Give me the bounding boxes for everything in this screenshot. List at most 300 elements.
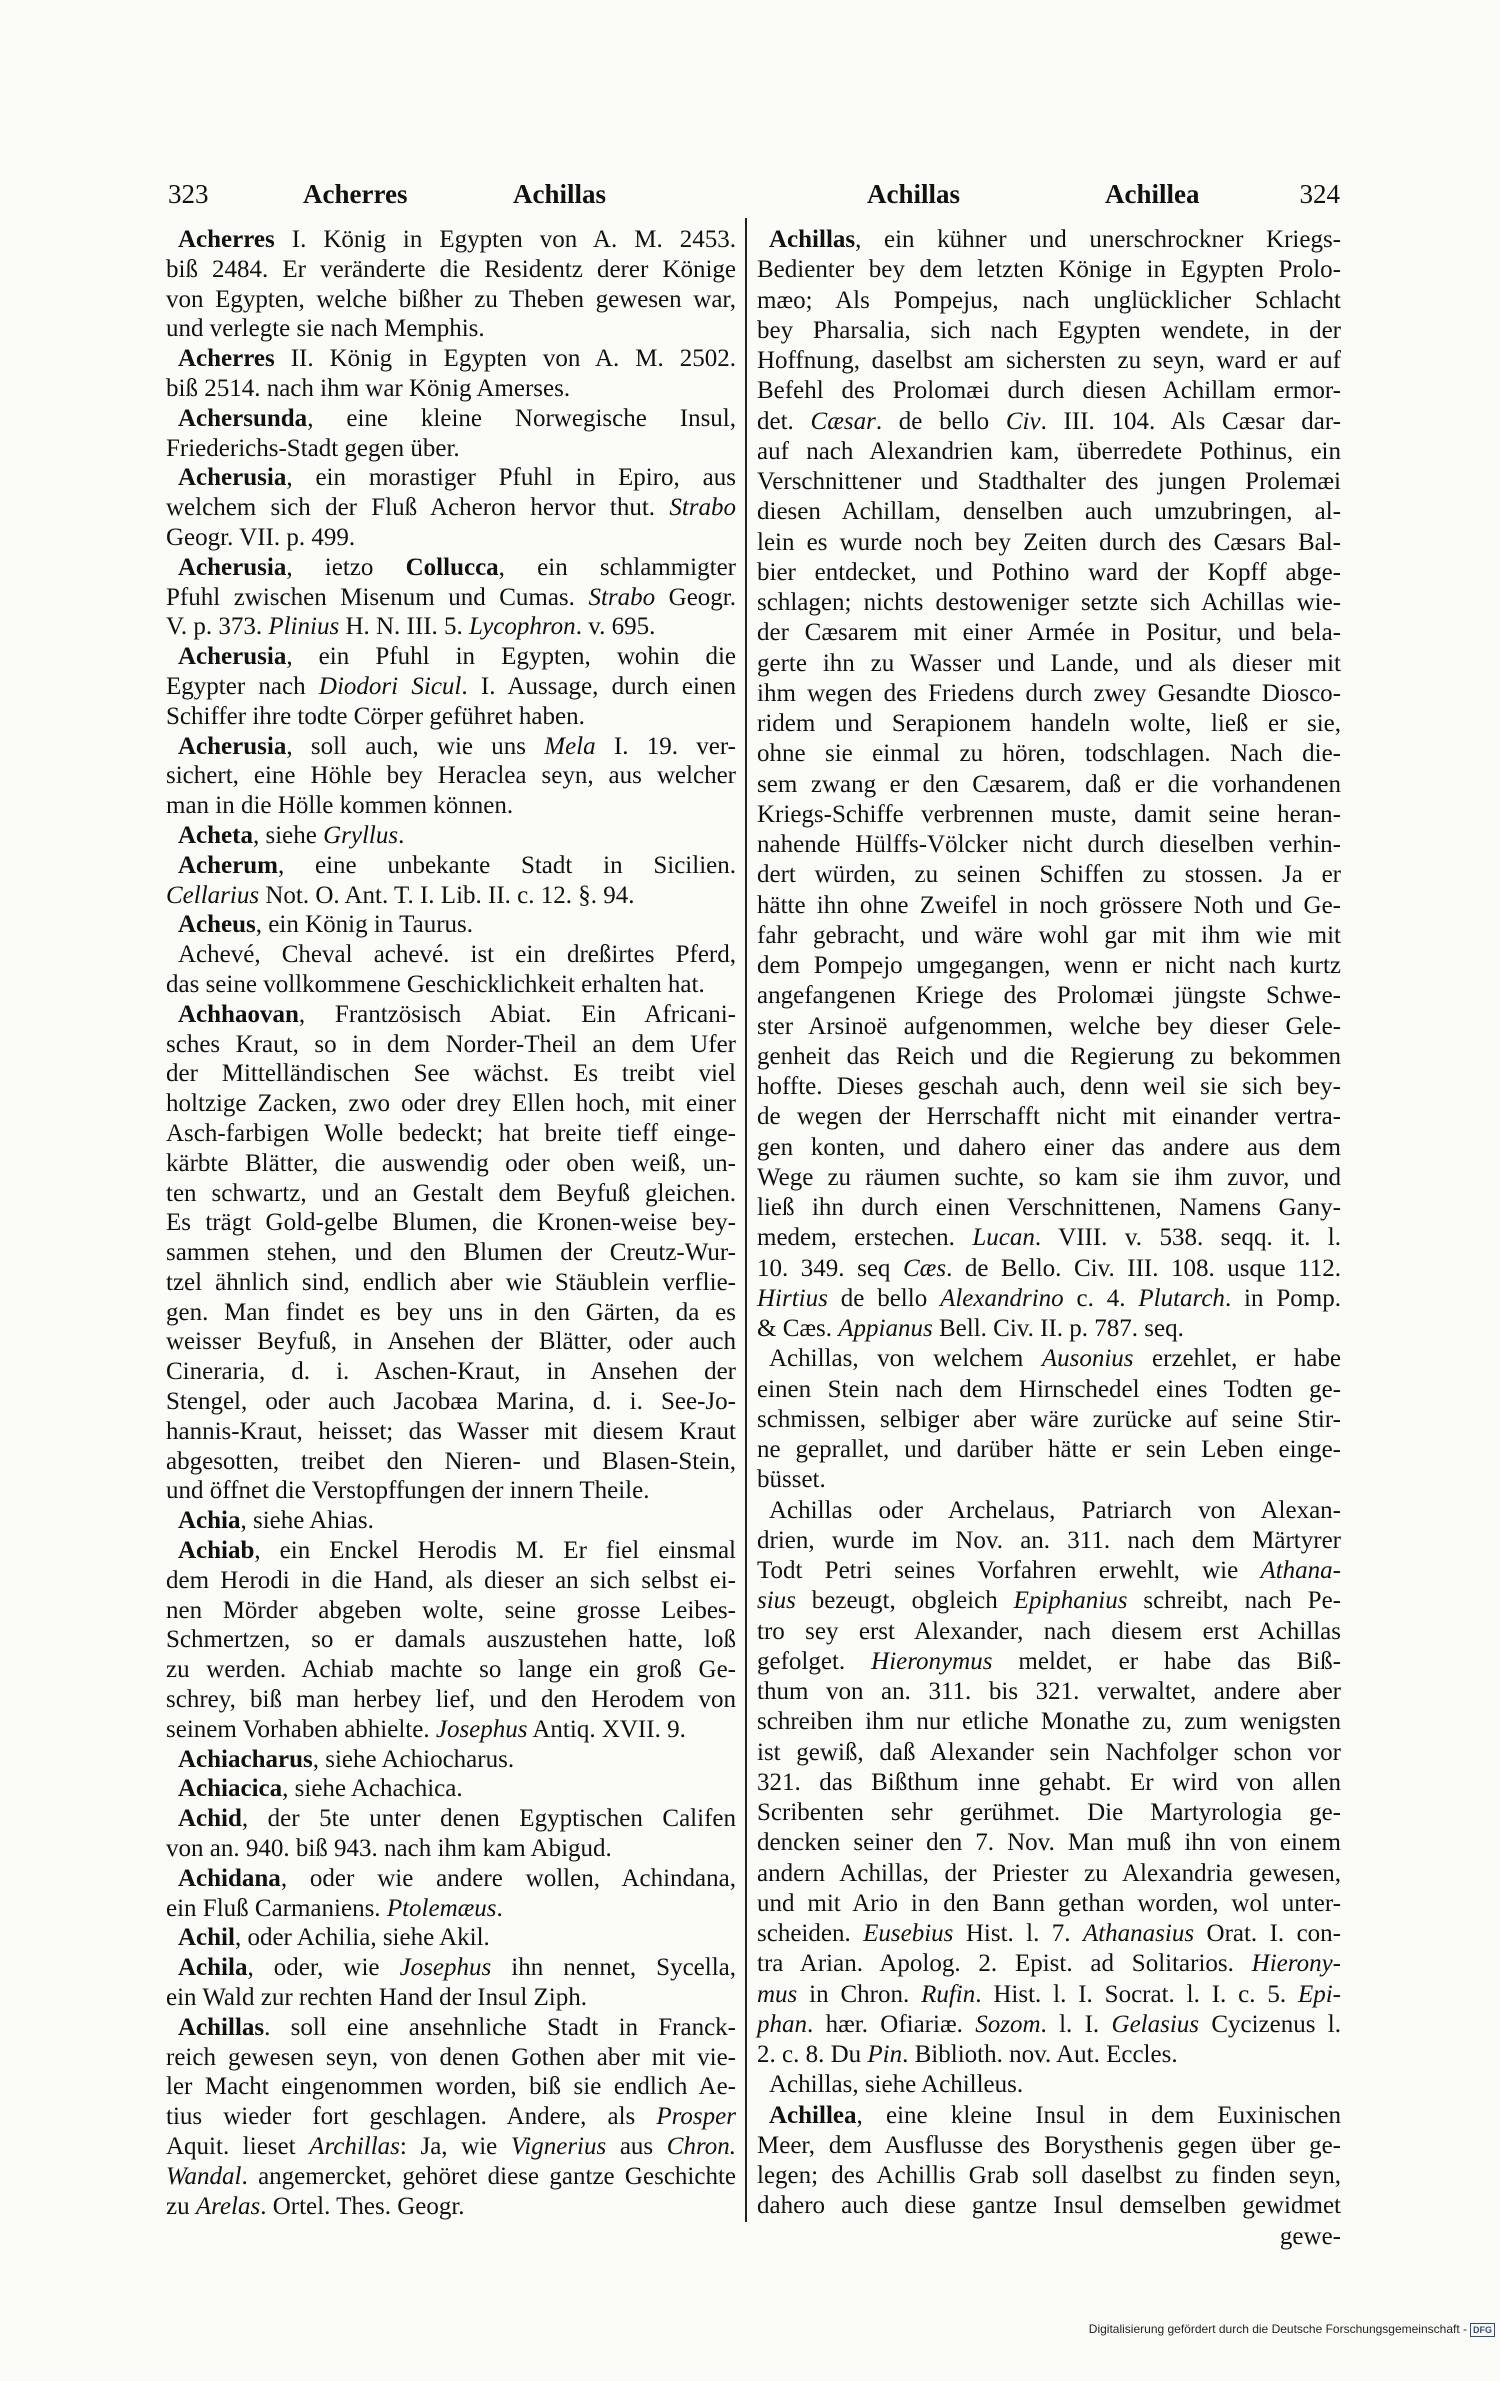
text-line	[757, 921, 1341, 951]
text-line	[166, 1387, 736, 1417]
text-run: ihm wegen des Friedens durch zwey Gesandte Diosco-	[757, 679, 1341, 707]
text-line	[166, 1864, 736, 1894]
text-line	[757, 981, 1341, 1011]
text-run: tro sey erst Alexander, nach diesem erst Achillas	[757, 1617, 1341, 1645]
citation-italic: Athana-	[1260, 1557, 1341, 1584]
lexicon-entry	[166, 1953, 736, 2013]
text-run: Befehl des Prolomæi durch diesen Achillam ermor-	[757, 377, 1341, 405]
text-line	[757, 588, 1341, 618]
citation-italic: Archillas	[309, 2133, 400, 2160]
lexicon-entry	[757, 2101, 1341, 2222]
running-head-left-first: Acherres	[303, 179, 408, 209]
text-line	[757, 346, 1341, 376]
text-run: , eine kleine Insul in dem Euxinischen	[856, 2101, 1341, 2129]
text-line	[757, 528, 1341, 558]
text-line	[757, 1889, 1341, 1919]
text-line	[166, 1059, 736, 1089]
text-run: . III. 104. Als Cæsar dar-	[1040, 407, 1341, 435]
text-line	[166, 2162, 736, 2192]
text-line	[757, 891, 1341, 921]
text-run: , siehe	[252, 821, 324, 849]
text-line	[757, 1768, 1341, 1798]
text-run: Achevé, Cheval achevé. ist ein dreßirtes Pferd,	[178, 941, 736, 969]
citation-italic: Mela	[544, 732, 596, 760]
text-line	[166, 1983, 736, 2013]
citation-italic: Diodori Sicul	[318, 672, 462, 700]
text-run: lein es wurde noch bey Zeiten durch des Cæsars Bal-	[757, 528, 1341, 556]
citation-italic: Epiphanius	[1013, 1587, 1128, 1615]
text-run: . v. 695.	[575, 613, 656, 641]
text-line	[166, 344, 736, 374]
text-line	[757, 1556, 1341, 1586]
text-run: medem, erstechen.	[757, 1224, 973, 1252]
text-line	[166, 2072, 736, 2102]
text-run: Aquit. lieset	[166, 2133, 310, 2160]
text-line	[166, 1923, 736, 1953]
text-run: sichert, eine Höhle bey Heraclea seyn, aus welcher	[166, 762, 736, 790]
text-run: , oder, wie	[247, 1954, 400, 1982]
headword: Achhaovan	[178, 1000, 299, 1028]
column-left-entries	[166, 225, 736, 2221]
text-run: , eine kleine Norwegische Insul,	[307, 404, 736, 432]
text-line	[757, 1405, 1341, 1435]
text-run: 321. das Bißthum inne gehabt. Er wird von allen	[757, 1768, 1341, 1796]
text-line	[757, 1677, 1341, 1707]
text-line	[757, 1465, 1341, 1495]
text-run: . soll eine ansehnliche Stadt in Franck-	[264, 2013, 736, 2041]
text-run: , ein König in Taurus.	[255, 911, 474, 939]
text-run: .	[398, 821, 405, 849]
text-run: schlagen; nichts destoweniger setzte sich Achillas wie-	[757, 589, 1341, 616]
text-line	[166, 1685, 736, 1715]
text-run: gen konten, und dahero einer das andere aus dem	[757, 1133, 1341, 1161]
text-line	[757, 618, 1341, 648]
headword: Achia	[178, 1507, 241, 1535]
headword: Achidana	[178, 1864, 281, 1892]
text-line	[757, 1707, 1341, 1737]
text-line	[757, 437, 1341, 467]
headword: Achila	[178, 1954, 248, 1982]
text-line	[757, 1072, 1341, 1102]
text-line	[757, 951, 1341, 981]
text-run: Verschnittener und Stadthalter des jungen Prolemæi	[757, 468, 1341, 495]
text-line	[166, 225, 736, 255]
text-run: schrey, biß man herbey lief, und den Herodem von	[166, 1686, 736, 1714]
lexicon-entry	[166, 1864, 736, 1924]
text-line	[166, 374, 736, 404]
text-line	[757, 770, 1341, 800]
text-run: Schiffer ihre todte Cörper geführet haben.	[166, 702, 585, 730]
text-run: , siehe Achiocharus.	[312, 1745, 515, 1773]
text-run: ster Arsinoë aufgenommen, welche bey dieser Gele-	[757, 1012, 1341, 1040]
text-line	[166, 851, 736, 881]
text-run: , siehe Achachica.	[282, 1775, 463, 1803]
text-line	[166, 2013, 736, 2043]
text-line	[166, 732, 736, 762]
lexicon-entry	[166, 2013, 736, 2222]
headword: Acherusia	[178, 732, 287, 760]
text-run: von Egypten, welche bißher zu Theben gewesen war,	[166, 285, 736, 313]
text-run: ist gewiß, daß Alexander sein Nachfolger schon vor	[757, 1738, 1341, 1766]
headword: Achillea	[769, 2101, 857, 2129]
citation-italic: Alexandrino	[940, 1284, 1064, 1312]
text-line	[166, 940, 736, 970]
text-run: . Biblioth. nov. Aut. Eccles.	[902, 2041, 1178, 2068]
text-line	[757, 2040, 1341, 2070]
text-run: . hær. Ofiariæ.	[807, 2010, 976, 2038]
text-run: Cineraria, d. i. Aschen-Kraut, in Ansehen der	[166, 1358, 736, 1386]
text-line	[757, 1193, 1341, 1223]
text-run: bey Pharsalia, sich nach Egypten wendete, in der	[757, 316, 1341, 344]
text-run: zu	[166, 2192, 196, 2220]
text-run: Stengel, oder auch Jacobæa Marina, d. i. See-Jo-	[166, 1388, 736, 1416]
text-run: weisser Beyfuß, in Ansehen der Blätter, oder auch	[166, 1328, 736, 1356]
text-run: sem zwang er den Cæsarem, daß er die vorhandenen	[757, 770, 1341, 798]
text-line	[166, 970, 736, 1000]
column-right	[757, 225, 1341, 2252]
text-run: ridem und Serapionem handeln wolte, ließ er sie,	[757, 710, 1341, 737]
column-right-entries	[757, 225, 1341, 2222]
text-run: ten schwartz, und an Gestalt dem Beyfuß gleichen.	[166, 1179, 736, 1207]
text-line	[757, 1314, 1341, 1344]
text-run: hannis-Kraut, heisset; das Wasser mit diesem Kraut	[166, 1417, 736, 1445]
text-run: nahende Hülffs-Völcker nicht durch dieselben verhin-	[757, 831, 1341, 858]
text-line	[166, 493, 736, 523]
text-line	[757, 1344, 1341, 1374]
citation-italic: phan	[757, 2010, 807, 2038]
text-run: . angemercket, gehöret diese gantze Geschichte	[241, 2162, 736, 2190]
text-run: dahero auch diese gantze Insul demselben gewidmet	[757, 2192, 1341, 2220]
text-run: tius wieder fort geschlagen. Andere, als	[166, 2103, 657, 2131]
text-line	[757, 558, 1341, 588]
headword: Achersunda	[178, 404, 308, 432]
text-line	[757, 2191, 1341, 2221]
headword: Acherusia	[178, 464, 287, 492]
text-run: drien, wurde im Nov. an. 311. nach dem Märtyrer	[757, 1526, 1341, 1554]
text-run: 10. 349. seq	[757, 1254, 903, 1282]
text-run: Meer, dem Ausflusse des Borysthenis gegen über ge-	[757, 2131, 1341, 2159]
text-line	[166, 1268, 736, 1298]
text-run: angefangenen Kriege des Prolomæi jüngste Schwe-	[757, 982, 1341, 1010]
text-run: dem Herodi in die Hand, als dieser an sich selbst ei-	[166, 1566, 736, 1594]
citation-italic: sius	[757, 1587, 796, 1615]
text-run: thum von an. 311. bis 321. verwaltet, andere aber	[757, 1678, 1341, 1705]
text-run: . Hist. l. I. Socrat. l. I. c. 5.	[975, 1980, 1298, 2008]
text-run: Hoffnung, daselbst am sichersten zu seyn, ward er auf	[757, 347, 1341, 374]
citation-italic: Rufin	[921, 1980, 976, 2008]
text-run: Achillas, von welchem	[769, 1345, 1042, 1373]
citation-italic: Gryllus	[323, 821, 399, 849]
text-run: & Cæs.	[757, 1315, 839, 1342]
citation-italic: Wandal	[166, 2162, 242, 2190]
text-run: man in die Hölle kommen können.	[166, 792, 514, 820]
footer-text: Digitalisierung gefördert durch die Deutsche Forschungsgemeinschaft -	[1088, 2322, 1467, 2336]
citation-italic: Prosper	[656, 2103, 736, 2131]
text-line	[166, 1030, 736, 1060]
citation-italic: Strabo	[669, 494, 736, 522]
text-line	[757, 1133, 1341, 1163]
text-line	[166, 1536, 736, 1566]
text-line	[757, 1617, 1341, 1647]
text-line	[166, 672, 736, 702]
headword: Acherum	[178, 851, 278, 879]
text-run: , oder wie andere wollen, Achindana,	[280, 1864, 736, 1892]
text-run: mæo; Als Pompejus, nach unglücklicher Schlacht	[757, 286, 1341, 314]
text-line	[166, 1298, 736, 1328]
text-run: Orat. I. con-	[1194, 1920, 1342, 1947]
text-run: ne geprallet, und darüber hätte er sein Leben einge-	[757, 1436, 1341, 1463]
text-line	[757, 649, 1341, 679]
headword: Acherusia	[178, 643, 287, 671]
text-run: Scribenten sehr gerühmet. Die Martyrologia ge-	[757, 1799, 1341, 1826]
text-line	[166, 1804, 736, 1834]
text-run: ihn nennet, Sycella,	[491, 1954, 736, 1982]
running-head-left-last: Achillas	[513, 179, 607, 209]
text-line	[757, 1254, 1341, 1284]
text-line	[166, 2043, 736, 2073]
text-run: seinem Vorhaben abhielte.	[166, 1715, 436, 1743]
headword: Achiab	[178, 1537, 255, 1565]
text-line	[757, 709, 1341, 739]
headword: Acheta	[178, 821, 253, 849]
text-run: Es trägt Gold-gelbe Blumen, die Kronen-weise bey-	[166, 1209, 736, 1237]
text-line	[757, 316, 1341, 346]
text-run: .	[496, 1894, 503, 1922]
citation-italic: Chron.	[666, 2133, 736, 2160]
text-run: Antiq. XVII. 9.	[527, 1715, 686, 1743]
text-run: . de Bello. Civ. III. 108. usque 112.	[946, 1254, 1341, 1282]
text-run: in Chron.	[797, 1980, 922, 2008]
citation-italic: Epi-	[1297, 1980, 1342, 2008]
citation-italic: Plutarch	[1138, 1284, 1225, 1312]
text-line	[757, 1586, 1341, 1616]
text-line	[757, 1980, 1341, 2010]
text-run: Bell. Civ. II. p. 787. seq.	[932, 1315, 1184, 1342]
citation-italic: Pin	[867, 2041, 903, 2068]
text-run: erzehlet, er habe	[1133, 1345, 1341, 1373]
text-line	[166, 1834, 736, 1864]
headword: Acherres	[178, 345, 275, 373]
text-line	[757, 1859, 1341, 1889]
text-run: , ietzo	[286, 553, 406, 581]
text-line	[757, 1102, 1341, 1132]
text-run: det.	[757, 407, 811, 435]
text-line	[757, 1828, 1341, 1858]
text-run: Geogr.	[655, 583, 736, 611]
text-run: Achillas, siehe Achilleus.	[769, 2071, 1024, 2099]
text-run: der Mittelländischen See wächst. Es treibt viel	[166, 1060, 736, 1088]
citation-italic: Cellarius	[166, 881, 260, 909]
text-line	[757, 2010, 1341, 2040]
text-run: Pfuhl zwischen Misenum und Cumas.	[166, 583, 589, 611]
text-run: , ein kühner und unerschrockner Kriegs-	[855, 226, 1341, 253]
text-run: , oder Achilia, siehe Akil.	[234, 1924, 490, 1952]
text-line	[166, 910, 736, 940]
column-left	[166, 225, 736, 2221]
text-line	[757, 2070, 1341, 2100]
text-run: , ein Pfuhl in Egypten, wohin die	[286, 643, 736, 671]
text-run: Achillas oder Archelaus, Patriarch von Alexan-	[769, 1496, 1341, 1524]
text-line	[166, 404, 736, 434]
citation-italic: Vignerius	[510, 2133, 607, 2160]
text-line	[757, 407, 1341, 437]
text-run: Todt Petri seines Vorfahren erwehlt, wie	[757, 1557, 1261, 1584]
text-run: . in Pomp.	[1224, 1284, 1341, 1312]
text-run: und verlegte sie nach Memphis.	[166, 315, 485, 343]
text-run: ohne sie einmal zu hören, todschlagen. Nach die-	[757, 740, 1341, 768]
page-number-left: 323	[168, 179, 209, 209]
text-line	[757, 1647, 1341, 1677]
text-run: biß 2484. Er veränderte die Residentz derer Könige	[166, 255, 736, 283]
text-line	[757, 860, 1341, 890]
text-line	[757, 1496, 1341, 1526]
headword: Achil	[178, 1924, 235, 1952]
text-run: , Frantzösisch Abiat. Ein Africani-	[298, 1000, 736, 1028]
text-run: c. 4.	[1063, 1284, 1139, 1312]
text-line	[166, 642, 736, 672]
text-run: gerte ihn zu Wasser und Lande, und als dieser mit	[757, 649, 1341, 677]
lexicon-entry	[166, 940, 736, 1000]
text-run: Hist. l. 7.	[953, 1920, 1083, 1947]
text-line	[757, 2101, 1341, 2131]
text-line	[757, 1284, 1341, 1314]
text-run: genheit das Reich und die Regierung zu bekommen	[757, 1042, 1341, 1070]
text-run: . l. I.	[1040, 2010, 1112, 2038]
text-run: biß 2514. nach ihm war König Amerses.	[166, 374, 571, 402]
column-divider	[745, 218, 747, 2222]
text-line	[757, 255, 1341, 285]
text-run: dem Pompejo umgegangen, wenn er nicht nach kurtz	[757, 952, 1341, 979]
headword: Achillas	[178, 2013, 265, 2041]
text-line	[166, 1208, 736, 1238]
text-run: Geogr. VII. p. 499.	[166, 523, 356, 551]
text-line	[757, 1163, 1341, 1193]
text-line	[166, 314, 736, 344]
text-line	[166, 2102, 736, 2132]
text-line	[166, 1089, 736, 1119]
text-run: ler Macht eingenommen worden, biß sie endlich Ae-	[166, 2073, 736, 2101]
text-run: 2. c. 8. Du	[757, 2041, 868, 2068]
text-run: H. N. III. 5.	[339, 613, 470, 641]
text-run: tra Arian. Apolog. 2. Epist. ad Solitarios.	[757, 1950, 1252, 1978]
text-run: de bello	[827, 1284, 941, 1312]
citation-italic: Cæsar	[810, 407, 876, 435]
text-run: sches Kraut, so in dem Norder-Theil an dem Ufer	[166, 1030, 736, 1058]
citation-italic: Ausonius	[1041, 1345, 1134, 1373]
citation-italic: Eusebius	[863, 1920, 954, 1947]
citation-italic: Lucan	[972, 1224, 1035, 1252]
dfg-logo: DFG	[1470, 2323, 1495, 2337]
lexicon-entry	[166, 1774, 736, 1804]
lexicon-entry	[757, 1344, 1341, 1495]
text-line	[757, 830, 1341, 860]
text-run: Cycizenus l.	[1199, 2010, 1341, 2038]
text-run: und öffnet die Verstopffungen der innern Theile.	[166, 1477, 650, 1505]
text-line	[757, 800, 1341, 830]
text-line	[166, 1715, 736, 1745]
text-run: Egypter nach	[166, 672, 319, 700]
text-line	[166, 1357, 736, 1387]
text-line	[166, 583, 736, 613]
text-line	[757, 1042, 1341, 1072]
text-line	[166, 1119, 736, 1149]
citation-italic: Cæs	[902, 1254, 947, 1282]
text-line	[757, 497, 1341, 527]
headword: Acherres	[178, 226, 275, 253]
text-line	[166, 1774, 736, 1804]
running-head-right-last: Achillea	[1105, 179, 1200, 209]
text-run: , ein morastiger Pfuhl in Epiro, aus	[286, 464, 736, 492]
text-line	[166, 2132, 736, 2162]
text-line	[166, 612, 736, 642]
text-run: dencken seiner den 7. Nov. Man muß ihn von einem	[757, 1829, 1341, 1857]
text-run: aus	[606, 2133, 667, 2160]
text-line	[166, 702, 736, 732]
text-line	[166, 881, 736, 911]
text-line	[757, 1738, 1341, 1768]
text-run: Kriegs-Schiffe verbrennen muste, damit seine heran-	[757, 800, 1341, 828]
text-line	[166, 553, 736, 583]
catchword: gewe-	[1279, 2222, 1341, 2250]
text-line	[166, 1506, 736, 1536]
citation-italic: Appianus	[838, 1315, 933, 1342]
lexicon-entry	[166, 404, 736, 464]
text-line	[166, 2192, 736, 2222]
text-run: ließ ihn durch einen Verschnittenen, Namens Gany-	[757, 1194, 1341, 1221]
text-run: hätte ihn ohne Zweifel in noch grössere Noth und Ge-	[757, 891, 1341, 919]
citation-italic: Josephus	[399, 1954, 492, 1982]
text-run: meldet, er habe das Biß-	[992, 1647, 1341, 1675]
headword: Achid	[178, 1805, 242, 1833]
text-run: ein Fluß Carmaniens.	[166, 1894, 387, 1922]
running-head-right-first: Achillas	[867, 179, 961, 209]
text-line	[166, 1655, 736, 1685]
lexicon-entry	[166, 642, 736, 731]
text-run: I. 19. ver-	[595, 732, 736, 760]
citation-italic: mus	[757, 1980, 798, 2008]
text-run: Bedienter bey dem letzten Könige in Egypten Prolo-	[757, 256, 1341, 284]
citation-italic: Hierony-	[1251, 1950, 1341, 1978]
citation-italic: Hirtius	[757, 1284, 828, 1312]
text-line	[757, 1949, 1341, 1979]
headword: Collucca	[405, 553, 499, 581]
text-line	[166, 761, 736, 791]
text-run: und mit Ario in den Bann gethan worden, wol unter-	[757, 1889, 1341, 1917]
lexicon-entry	[166, 1804, 736, 1864]
text-line	[757, 467, 1341, 497]
text-run: : Ja, wie	[399, 2133, 511, 2160]
lexicon-entry	[166, 851, 736, 911]
text-run: sammen stehen, und den Blumen der Creutz-Wur-	[166, 1239, 736, 1267]
lexicon-entry	[166, 821, 736, 851]
citation-italic: Hieronymus	[871, 1647, 993, 1675]
text-run: de wegen der Herrschafft nicht mit einander vertra-	[757, 1103, 1341, 1131]
text-line	[166, 1476, 736, 1506]
text-run: . Ortel. Thes. Geogr.	[260, 2192, 465, 2220]
text-line	[166, 463, 736, 493]
text-run: . de bello	[875, 407, 1006, 435]
page-number-right: 324	[1299, 179, 1340, 209]
text-line	[757, 1012, 1341, 1042]
text-line	[757, 286, 1341, 316]
text-line	[757, 739, 1341, 769]
text-run: , ein Enckel Herodis M. Er fiel einsmal	[254, 1537, 736, 1565]
text-line	[166, 1745, 736, 1775]
lexicon-entry	[166, 553, 736, 642]
text-line	[757, 1375, 1341, 1405]
text-run: Wege zu räumen suchte, so kam sie ihm zuvor, und	[757, 1163, 1341, 1191]
lexicon-entry	[166, 463, 736, 552]
